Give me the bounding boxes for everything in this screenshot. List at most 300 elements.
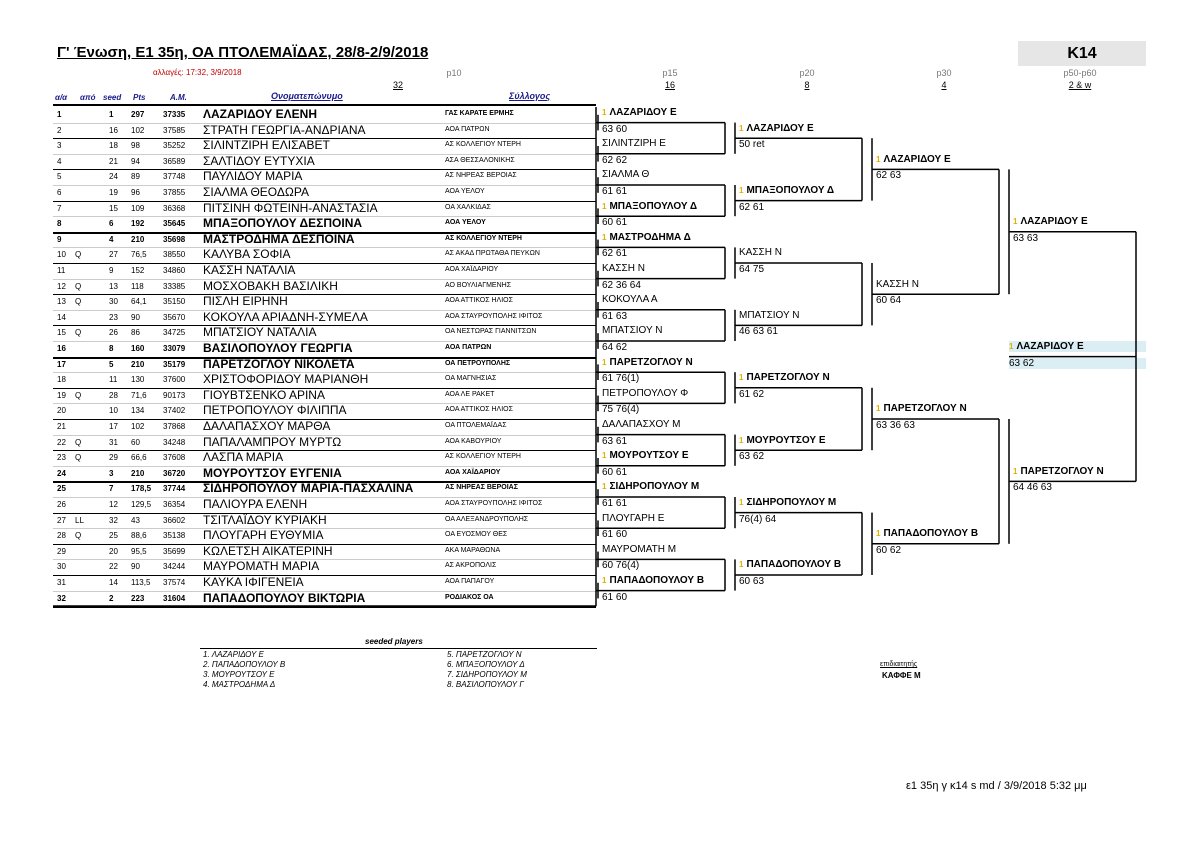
winner-label: ΠΕΤΡΟΠΟΥΛΟΥ Φ bbox=[602, 387, 689, 399]
match-score: 62 36 64 bbox=[602, 279, 641, 291]
ranking-points: 94 bbox=[131, 156, 140, 166]
col-seed: seed bbox=[103, 93, 122, 102]
round-points-label: p10 bbox=[446, 68, 462, 78]
seeded-item: 7. ΣΙΔΗΡΟΠΟΥΛΟΥ Μ bbox=[447, 670, 527, 679]
row-number: 11 bbox=[57, 266, 66, 275]
member-id: 90173 bbox=[163, 390, 186, 400]
club-name: ΓΑΣ ΚΑΡΑΤΕ ΕΡΜΗΣ bbox=[445, 110, 514, 117]
club-name: ΑΣ ΑΚΡΟΠΟΛΙΣ bbox=[445, 562, 497, 570]
player-name: ΣΙΑΛΜΑ ΘΕΟΔΩΡΑ bbox=[203, 185, 309, 199]
ranking-points: 90 bbox=[131, 562, 140, 572]
row-number: 26 bbox=[57, 500, 66, 509]
member-id: 37855 bbox=[163, 188, 186, 197]
member-id: 36368 bbox=[163, 203, 186, 213]
member-id: 36589 bbox=[163, 156, 186, 166]
seeded-item: 4. ΜΑΣΤΡΟΔΗΜΑ Δ bbox=[203, 680, 276, 689]
player-name: ΠΑΠΑΔΟΠΟΥΛΟΥ ΒΙΚΤΩΡΙΑ bbox=[203, 590, 366, 605]
seed-marker: 1 bbox=[739, 560, 744, 570]
ranking-points: 129,5 bbox=[131, 500, 152, 509]
match-score: 62 62 bbox=[602, 154, 628, 166]
row-number: 29 bbox=[57, 546, 66, 556]
match-score: 61 61 bbox=[602, 186, 628, 197]
match-score: 62 61 bbox=[739, 201, 765, 213]
club-name: ΑΟΑ ΧΑΪΔΑΡΙΟΥ bbox=[445, 468, 501, 476]
seeded-players-title: seeded players bbox=[365, 637, 423, 646]
match-score: 63 60 bbox=[602, 123, 628, 135]
col-am: Α.Μ. bbox=[170, 93, 187, 102]
seed-value: 23 bbox=[109, 312, 118, 322]
ranking-points: 66,6 bbox=[131, 453, 147, 463]
entry-type: Q bbox=[75, 437, 82, 447]
player-name: ΜΠΑΞΟΠΟΥΛΟΥ ΔΕΣΠΟΙΝΑ bbox=[203, 216, 363, 231]
seed-marker: 1 bbox=[1009, 342, 1014, 351]
ranking-points: 86 bbox=[131, 328, 140, 338]
ranking-points: 90 bbox=[131, 312, 140, 322]
seed-marker: 1 bbox=[739, 435, 744, 445]
row-number: 2 bbox=[57, 125, 62, 135]
player-name: ΒΑΣΙΛΟΠΟΥΛΟΥ ΓΕΩΡΓΙΑ bbox=[203, 341, 353, 355]
seed-value: 9 bbox=[109, 266, 114, 275]
club-name: ΑΟΑ ΣΤΑΥΡΟΥΠΟΛΗΣ ΙΦΙΤΟΣ bbox=[445, 312, 543, 320]
round-points-label: p50-p60 bbox=[1063, 68, 1097, 78]
row-number: 5 bbox=[57, 172, 62, 182]
member-id: 37585 bbox=[163, 125, 186, 135]
player-name: ΜΠΑΤΣΙΟΥ ΝΑΤΑΛΙΑ bbox=[203, 325, 317, 340]
seed-marker: 1 bbox=[739, 186, 744, 195]
match-score: 63 62 bbox=[739, 451, 765, 463]
match-score: 60 64 bbox=[876, 295, 902, 307]
seed-value: 13 bbox=[109, 281, 118, 291]
member-id: 37574 bbox=[163, 578, 186, 587]
player-name: ΜΑΥΡΟΜΑΤΗ ΜΑΡΙΑ bbox=[203, 559, 320, 574]
winner-label: ΜΠΑΞΟΠΟΥΛΟΥ Δ bbox=[746, 185, 835, 196]
round-draw-size: 2 & w bbox=[1068, 80, 1092, 90]
seed-marker: 1 bbox=[876, 404, 881, 414]
player-name: ΜΑΣΤΡΟΔΗΜΑ ΔΕΣΠΟΙΝΑ bbox=[203, 231, 355, 246]
seed-value: 5 bbox=[109, 359, 114, 369]
member-id: 34248 bbox=[163, 437, 186, 447]
seed-value: 14 bbox=[109, 578, 118, 587]
player-name: ΣΙΔΗΡΟΠΟΥΛΟΥ ΜΑΡΙΑ-ΠΑΣΧΑΛΙΝΑ bbox=[203, 481, 414, 496]
club-name: ΑΟ ΒΟΥΛΙΑΓΜΕΝΗΣ bbox=[445, 281, 512, 289]
seed-marker: 1 bbox=[602, 201, 607, 211]
seed-marker: 1 bbox=[876, 154, 881, 164]
match-score: 75 76(4) bbox=[602, 404, 640, 416]
round-draw-size: 8 bbox=[804, 80, 810, 90]
round-points-label: p15 bbox=[662, 68, 678, 78]
club-name: ΟΑ ΧΑΛΚΙΔΑΣ bbox=[445, 203, 491, 211]
ranking-points: 102 bbox=[131, 422, 145, 431]
member-id: 34725 bbox=[163, 328, 186, 338]
row-number: 1 bbox=[57, 110, 62, 119]
match-score: 61 76(1) bbox=[602, 373, 640, 385]
winner-label: ΚΑΣΣΗ Ν bbox=[602, 263, 645, 274]
member-id: 37744 bbox=[163, 484, 186, 494]
row-number: 32 bbox=[57, 593, 66, 603]
row-number: 3 bbox=[57, 141, 62, 151]
entry-type: Q bbox=[75, 297, 82, 307]
referee-label: επιδιαιτητής bbox=[880, 661, 918, 668]
winner-label: ΜΠΑΞΟΠΟΥΛΟΥ Δ bbox=[609, 200, 698, 212]
ranking-points: 210 bbox=[131, 468, 145, 478]
round-draw-size: 4 bbox=[941, 80, 947, 90]
match-score: 61 63 bbox=[602, 310, 628, 322]
winner-label: ΠΑΠΑΔΟΠΟΥΛΟΥ Β bbox=[609, 575, 705, 586]
member-id: 35138 bbox=[163, 531, 186, 541]
seed-marker: 1 bbox=[1013, 466, 1018, 476]
player-name: ΔΑΛΑΠΑΣΧΟΥ ΜΑΡΘΑ bbox=[203, 419, 331, 433]
winner-label: ΚΟΚΟΥΛΑ Α bbox=[602, 294, 658, 306]
member-id: 37600 bbox=[163, 375, 186, 385]
member-id: 36354 bbox=[163, 500, 186, 509]
ranking-points: 152 bbox=[131, 266, 145, 275]
player-name: ΓΙΟΥΒΤΣΕΝΚΟ ΑΡΙΝΑ bbox=[203, 387, 325, 402]
row-number: 16 bbox=[57, 344, 66, 353]
seed-value: 22 bbox=[109, 562, 118, 572]
player-name: ΛΑΖΑΡΙΔΟΥ ΕΛΕΝΗ bbox=[203, 107, 317, 121]
seed-marker: 1 bbox=[602, 357, 607, 367]
club-name: ΑΟΑ ΑΤΤΙΚΟΣ ΗΛΙΟΣ bbox=[445, 406, 513, 414]
player-name: ΚΑΛΥΒΑ ΣΟΦΙΑ bbox=[203, 247, 291, 262]
club-name: ΟΑ ΜΑΓΝΗΣΙΑΣ bbox=[445, 375, 497, 383]
seed-marker: 1 bbox=[739, 123, 744, 133]
member-id: 34244 bbox=[163, 562, 186, 572]
member-id: 35698 bbox=[163, 234, 186, 244]
club-name: ΑΣ ΚΟΛΛΕΓΙΟΥ ΝΤΕΡΗ bbox=[445, 141, 521, 149]
seeded-players-rule bbox=[200, 648, 597, 649]
seed-value: 2 bbox=[109, 593, 114, 603]
seed-marker: 1 bbox=[876, 529, 881, 539]
ranking-points: 96 bbox=[131, 188, 140, 197]
row-number: 23 bbox=[57, 453, 66, 463]
match-score: 60 76(4) bbox=[602, 560, 640, 572]
ranking-points: 210 bbox=[131, 234, 145, 244]
seed-value: 4 bbox=[109, 234, 114, 244]
row-number: 27 bbox=[57, 515, 66, 525]
row-number: 30 bbox=[57, 562, 66, 572]
seed-marker: 1 bbox=[602, 232, 607, 242]
seeded-item: 8. ΒΑΣΙΛΟΠΟΥΛΟΥ Γ bbox=[447, 680, 524, 689]
winner-label: ΚΑΣΣΗ Ν bbox=[739, 247, 782, 259]
seed-value: 17 bbox=[109, 422, 118, 431]
player-name: ΠΙΤΣΙΝΗ ΦΩΤΕΙΝΗ-ΑΝΑΣΤΑΣΙΑ bbox=[203, 200, 378, 215]
winner-label: ΜΟΥΡΟΥΤΣΟΥ Ε bbox=[609, 450, 689, 462]
seed-value: 27 bbox=[109, 250, 118, 260]
club-name: ΟΑ ΑΛΕΞΑΝΔΡΟΥΠΟΛΗΣ bbox=[445, 515, 529, 523]
col-name: Ονοματεπώνυμο bbox=[271, 91, 343, 101]
member-id: 37608 bbox=[163, 453, 186, 463]
match-score: 60 61 bbox=[602, 466, 628, 478]
club-name: ΑΣ ΝΗΡΕΑΣ ΒΕΡΟΙΑΣ bbox=[445, 172, 517, 180]
club-name: ΑΟΑ ΥΕΛΟΥ bbox=[445, 219, 486, 227]
winner-label: ΚΑΣΣΗ Ν bbox=[876, 278, 919, 290]
player-name: ΜΟΥΡΟΥΤΣΟΥ ΕΥΓΕΝΙΑ bbox=[203, 465, 342, 480]
row-number: 8 bbox=[57, 219, 62, 229]
ranking-points: 223 bbox=[131, 593, 145, 603]
ranking-points: 43 bbox=[131, 515, 140, 525]
winner-label: ΜΟΥΡΟΥΤΣΟΥ Ε bbox=[746, 434, 826, 446]
winner-label: ΠΑΠΑΔΟΠΟΥΛΟΥ Β bbox=[746, 559, 842, 571]
player-name: ΠΙΣΛΗ ΕΙΡΗΝΗ bbox=[203, 294, 288, 309]
seed-value: 7 bbox=[109, 484, 114, 494]
member-id: 35645 bbox=[163, 219, 186, 229]
row-number: 14 bbox=[57, 312, 66, 322]
row-number: 10 bbox=[57, 250, 66, 260]
match-score: 64 62 bbox=[602, 342, 628, 353]
winner-label: ΠΑΡΕΤΖΟΓΛΟΥ Ν bbox=[609, 356, 693, 368]
match-score: 46 63 61 bbox=[739, 326, 778, 338]
winner-label: ΜΠΑΤΣΙΟΥ Ν bbox=[739, 309, 800, 321]
member-id: 35670 bbox=[163, 312, 186, 322]
ranking-points: 297 bbox=[131, 110, 145, 119]
player-name: ΠΕΤΡΟΠΟΥΛΟΥ ΦΙΛΙΠΠΑ bbox=[203, 403, 347, 418]
round-points-label: p30 bbox=[936, 68, 952, 78]
ranking-points: 88,6 bbox=[131, 531, 147, 541]
ranking-points: 64,1 bbox=[131, 297, 147, 307]
seed-value: 11 bbox=[109, 375, 118, 385]
member-id: 33079 bbox=[163, 344, 186, 353]
ranking-points: 113,5 bbox=[131, 578, 151, 587]
seed-marker: 1 bbox=[602, 482, 607, 492]
player-name: ΠΑΠΑΛΑΜΠΡΟΥ ΜΥΡΤΩ bbox=[203, 434, 342, 449]
player-name: ΣΑΛΤΙΔΟΥ ΕΥΤΥΧΙΑ bbox=[203, 153, 315, 168]
seed-value: 15 bbox=[109, 203, 118, 213]
entry-type: Q bbox=[75, 328, 82, 338]
ranking-points: 134 bbox=[131, 406, 145, 416]
member-id: 37335 bbox=[163, 110, 186, 119]
seed-marker: 1 bbox=[739, 373, 744, 383]
club-name: ΑΟΑ ΚΑΒΟΥΡΙΟΥ bbox=[445, 437, 502, 445]
seed-value: 18 bbox=[109, 141, 118, 151]
seeded-list-right bbox=[447, 650, 527, 690]
match-score: 61 61 bbox=[602, 498, 628, 509]
match-score: 63 36 63 bbox=[876, 420, 915, 431]
entry-type: Q bbox=[75, 531, 82, 541]
winner-label: ΜΑΥΡΟΜΑΤΗ Μ bbox=[602, 543, 677, 555]
member-id: 35699 bbox=[163, 546, 186, 556]
club-name: ΑΟΑ ΠΑΤΡΩΝ bbox=[445, 125, 490, 133]
row-number: 15 bbox=[57, 328, 66, 338]
seed-value: 31 bbox=[109, 437, 118, 447]
seed-value: 24 bbox=[109, 172, 118, 182]
club-name: ΟΑ ΝΕΣΤΩΡΑΣ ΓΙΑΝΝΙΤΣΩΝ bbox=[445, 328, 537, 336]
player-name: ΧΡΙΣΤΟΦΟΡΙΔΟΥ ΜΑΡΙΑΝΘΗ bbox=[203, 372, 369, 387]
player-name: ΜΟΣΧΟΒΑΚΗ ΒΑΣΙΛΙΚΗ bbox=[203, 278, 338, 293]
winner-label: ΛΑΖΑΡΙΔΟΥ Ε bbox=[883, 153, 951, 165]
member-id: 37868 bbox=[163, 422, 186, 431]
seed-marker: 1 bbox=[602, 108, 607, 117]
page-title: Γ' Ένωση, Ε1 35η, ΟΑ ΠΤΟΛΕΜΑΪΔΑΣ, 28/8-2/9/2018 bbox=[57, 44, 429, 61]
col-aa: α/α bbox=[55, 93, 68, 102]
ranking-points: 89 bbox=[131, 172, 140, 182]
club-name: ΑΣ ΑΚΑΔ ΠΡΩΤΑΘΑ ΠΕΥΚΩΝ bbox=[445, 250, 540, 258]
winner-label: ΠΛΟΥΓΑΡΗ Ε bbox=[602, 512, 665, 524]
row-number: 28 bbox=[57, 531, 66, 541]
seed-value: 28 bbox=[109, 390, 118, 400]
ranking-points: 109 bbox=[131, 203, 145, 213]
player-name: ΣΤΡΑΤΗ ΓΕΩΡΓΙΑ-ΑΝΔΡΙΑΝΑ bbox=[203, 122, 366, 137]
seed-value: 1 bbox=[109, 110, 114, 119]
player-name: ΚΑΥΚΑ ΙΦΙΓΕΝΕΙΑ bbox=[203, 575, 304, 589]
seed-marker: 1 bbox=[739, 498, 744, 507]
member-id: 35179 bbox=[163, 359, 186, 369]
winner-label: ΠΑΡΕΤΖΟΓΛΟΥ Ν bbox=[1020, 465, 1104, 477]
ranking-points: 178,5 bbox=[131, 484, 152, 494]
seeded-list-left bbox=[203, 650, 285, 690]
member-id: 37748 bbox=[163, 172, 186, 182]
footer-timestamp: ε1 35η γ κ14 s md / 3/9/2018 5:32 μμ bbox=[906, 780, 1087, 792]
seed-marker: 1 bbox=[602, 576, 607, 585]
col-pts: Pts bbox=[133, 93, 146, 102]
row-number: 24 bbox=[57, 468, 66, 478]
seed-value: 32 bbox=[109, 515, 118, 525]
player-name: ΚΑΣΣΗ ΝΑΤΑΛΙΑ bbox=[203, 263, 296, 277]
winner-label: ΛΑΖΑΡΙΔΟΥ Ε bbox=[609, 107, 677, 118]
seed-value: 3 bbox=[109, 468, 114, 478]
member-id: 37402 bbox=[163, 406, 186, 416]
seed-value: 8 bbox=[109, 344, 114, 353]
seeded-item: 1. ΛΑΖΑΡΙΔΟΥ Ε bbox=[203, 650, 264, 659]
row-number: 25 bbox=[57, 484, 66, 494]
ranking-points: 76,5 bbox=[131, 250, 147, 260]
match-score: 61 62 bbox=[739, 388, 765, 400]
club-name: ΑΟΑ ΠΑΠΑΓΟΥ bbox=[445, 578, 495, 585]
seed-value: 30 bbox=[109, 297, 118, 307]
row-number: 13 bbox=[57, 297, 66, 307]
match-score: 61 60 bbox=[602, 591, 628, 603]
row-number: 21 bbox=[57, 422, 66, 431]
referee-name: ΚΑΦΦΕ Μ bbox=[882, 671, 921, 680]
member-id: 36720 bbox=[163, 468, 186, 478]
seeded-item: 2. ΠΑΠΑΔΟΠΟΥΛΟΥ Β bbox=[203, 660, 286, 669]
club-name: ΑΟΑ ΠΑΤΡΩΝ bbox=[445, 344, 492, 351]
round-draw-size: 16 bbox=[664, 80, 675, 90]
row-number: 9 bbox=[57, 234, 62, 244]
player-name: ΠΑΡΕΤΖΟΓΛΟΥ ΝΙΚΟΛΕΤΑ bbox=[203, 356, 355, 371]
member-id: 33385 bbox=[163, 281, 186, 291]
seeded-item: 6. ΜΠΑΞΟΠΟΥΛΟΥ Δ bbox=[447, 660, 525, 669]
category-code: K14 bbox=[1018, 41, 1146, 66]
member-id: 35150 bbox=[163, 297, 186, 307]
row-number: 6 bbox=[57, 188, 62, 197]
club-name: ΑΟΑ ΥΕΛΟΥ bbox=[445, 188, 485, 195]
entry-type: Q bbox=[75, 250, 82, 260]
row-number: 4 bbox=[57, 156, 62, 166]
seed-value: 21 bbox=[109, 156, 118, 166]
club-name: ΑΚΑ ΜΑΡΑΘΩΝΑ bbox=[445, 546, 501, 554]
club-name: ΡΟΔΙΑΚΟΣ ΟΑ bbox=[445, 593, 494, 601]
row-number: 17 bbox=[57, 359, 66, 369]
row-number: 20 bbox=[57, 406, 66, 416]
club-name: ΑΣ ΚΟΛΛΕΓΙΟΥ ΝΤΕΡΗ bbox=[445, 453, 521, 461]
club-name: ΑΟΑ ΛΕ ΡΑΚΕΤ bbox=[445, 390, 495, 398]
club-name: ΑΣ ΚΟΛΛΕΓΙΟΥ ΝΤΕΡΗ bbox=[445, 234, 522, 242]
winner-label: ΣΙΔΗΡΟΠΟΥΛΟΥ Μ bbox=[746, 497, 837, 508]
member-id: 36602 bbox=[163, 515, 186, 525]
member-id: 34860 bbox=[163, 266, 186, 275]
seed-value: 19 bbox=[109, 188, 118, 197]
ranking-points: 192 bbox=[131, 219, 145, 229]
match-score: 62 61 bbox=[602, 248, 628, 260]
row-number: 22 bbox=[57, 437, 66, 447]
winner-label: ΠΑΡΕΤΖΟΓΛΟΥ Ν bbox=[883, 403, 967, 415]
seeded-item: 5. ΠΑΡΕΤΖΟΓΛΟΥ Ν bbox=[447, 650, 522, 659]
ranking-points: 130 bbox=[131, 375, 145, 385]
player-name: ΚΩΛΕΤΣΗ ΑΙΚΑΤΕΡΙΝΗ bbox=[203, 543, 333, 558]
match-score: 63 63 bbox=[1013, 232, 1039, 244]
club-name: ΟΑ ΠΕΤΡΟΥΠΟΛΗΣ bbox=[445, 359, 511, 367]
member-id: 35252 bbox=[163, 141, 186, 151]
ranking-points: 102 bbox=[131, 125, 145, 135]
player-name: ΚΟΚΟΥΛΑ ΑΡΙΑΔΝΗ-ΣΥΜΕΛΑ bbox=[203, 309, 368, 324]
player-name: ΤΣΙΤΛΑΪΔΟΥ ΚΥΡΙΑΚΗ bbox=[203, 512, 327, 527]
winner-label: ΣΙΑΛΜΑ Θ bbox=[602, 169, 650, 181]
match-score: 60 63 bbox=[739, 576, 765, 587]
row-number: 12 bbox=[57, 281, 66, 291]
winner-label: ΜΑΣΤΡΟΔΗΜΑ Δ bbox=[609, 231, 691, 243]
seed-value: 29 bbox=[109, 453, 118, 463]
seeded-item: 3. ΜΟΥΡΟΥΤΣΟΥ Ε bbox=[203, 670, 275, 679]
player-name: ΠΑΛΙΟΥΡΑ ΕΛΕΝΗ bbox=[203, 497, 308, 511]
winner-label: ΣΙΔΗΡΟΠΟΥΛΟΥ Μ bbox=[609, 481, 700, 493]
seed-value: 20 bbox=[109, 546, 118, 556]
entry-type: Q bbox=[75, 390, 82, 400]
row-number: 31 bbox=[57, 578, 66, 587]
ranking-points: 118 bbox=[131, 281, 144, 291]
member-id: 31604 bbox=[163, 593, 186, 603]
match-score: 64 46 63 bbox=[1013, 482, 1052, 494]
winner-label: ΠΑΡΕΤΖΟΓΛΟΥ Ν bbox=[746, 372, 830, 384]
seed-marker: 1 bbox=[1013, 217, 1018, 227]
club-name: ΑΣΑ ΘΕΣΣΑΛΟΝΙΚΗΣ bbox=[445, 156, 515, 164]
match-score: 64 75 bbox=[739, 264, 765, 275]
row-number: 19 bbox=[57, 390, 66, 400]
club-name: ΟΑ ΕΥΟΣΜΟΥ ΘΕΣ bbox=[445, 531, 508, 539]
round-points-label: p20 bbox=[799, 68, 815, 78]
seed-value: 25 bbox=[109, 531, 118, 541]
club-name: ΑΣ ΝΗΡΕΑΣ ΒΕΡΟΙΑΣ bbox=[445, 484, 518, 492]
entry-type: LL bbox=[75, 515, 84, 525]
seed-value: 10 bbox=[109, 406, 118, 416]
changes-timestamp: αλλαγές: 17:32, 3/9/2018 bbox=[153, 68, 242, 77]
club-name: ΑΟΑ ΑΤΤΙΚΟΣ ΗΛΙΟΣ bbox=[445, 297, 513, 305]
final-score: 63 62 bbox=[1009, 358, 1146, 369]
entry-type: Q bbox=[75, 453, 82, 463]
club-name: ΑΟΑ ΧΑΪΔΑΡΙΟΥ bbox=[445, 266, 499, 273]
match-score: 50 ret bbox=[739, 139, 765, 151]
match-score: 60 62 bbox=[876, 544, 902, 556]
seed-value: 26 bbox=[109, 328, 118, 338]
winner-label: ΛΑΖΑΡΙΔΟΥ Ε bbox=[1020, 216, 1088, 228]
ranking-points: 95,5 bbox=[131, 546, 147, 556]
match-score: 62 63 bbox=[876, 170, 902, 182]
player-name: ΠΛΟΥΓΑΡΗ ΕΥΘΥΜΙΑ bbox=[203, 528, 324, 543]
seed-marker: 1 bbox=[602, 451, 607, 461]
col-club: Σύλλογος bbox=[509, 91, 551, 101]
ranking-points: 71,6 bbox=[131, 390, 147, 400]
player-name: ΛΑΣΠΑ ΜΑΡΙΑ bbox=[203, 450, 284, 465]
player-name: ΣΙΛΙΝΤΖΙΡΗ ΕΛΙΣΑΒΕΤ bbox=[203, 138, 330, 153]
winner-label: ΔΑΛΑΠΑΣΧΟΥ Μ bbox=[602, 419, 681, 430]
ranking-points: 98 bbox=[131, 141, 140, 151]
col-from: από bbox=[80, 93, 96, 102]
round-draw-size: 32 bbox=[392, 80, 403, 90]
match-score: 63 61 bbox=[602, 435, 628, 447]
ranking-points: 60 bbox=[131, 437, 140, 447]
winner-label: ΣΙΛΙΝΤΖΙΡΗ Ε bbox=[602, 138, 666, 150]
seed-value: 12 bbox=[109, 500, 118, 509]
ranking-points: 210 bbox=[131, 359, 145, 369]
